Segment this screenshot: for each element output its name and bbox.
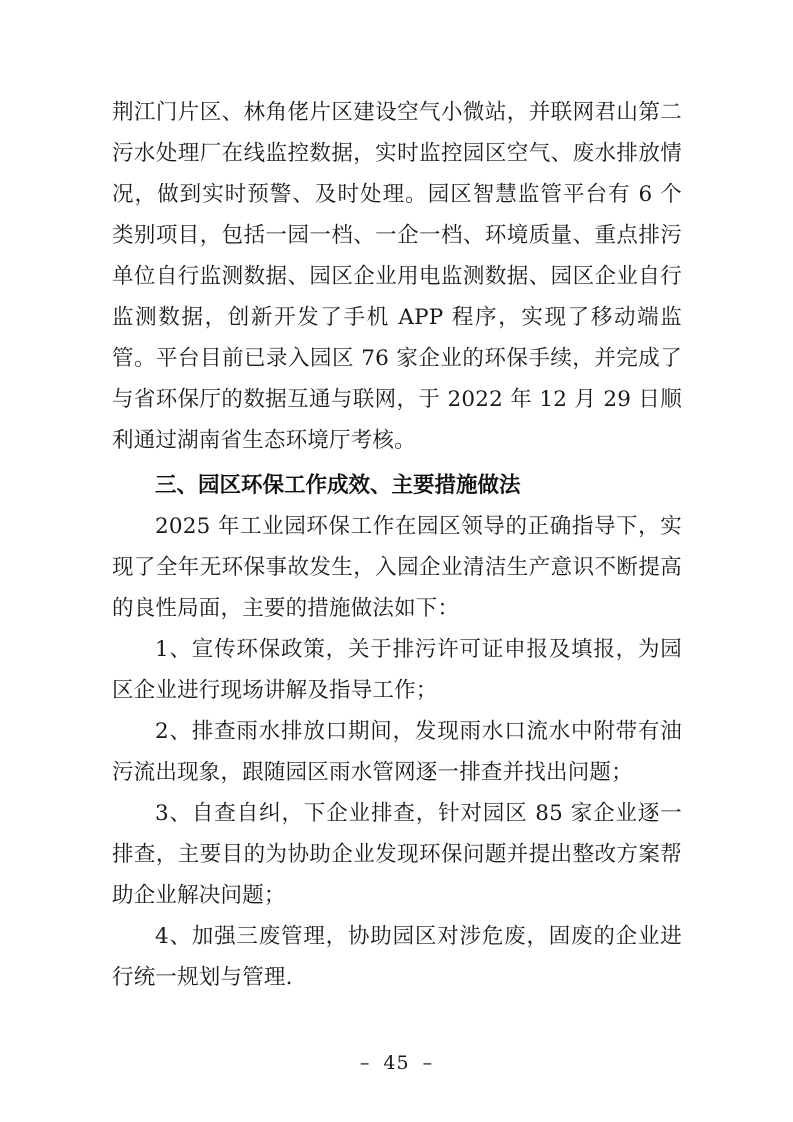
page-content <box>112 92 682 998</box>
paragraph-measure-4: 4、加强三废管理，协助园区对涉危废，固废的企业进行统一规划与管理. <box>112 924 682 990</box>
footer-dash-left: – <box>359 1052 371 1074</box>
paragraph-overview: 2025 年工业园环保工作在园区领导的正确指导下，实现了全年无环保事故发生，入园企业清洁生产意识不断提高的良性局面，主要的措施做法如下： <box>112 514 682 621</box>
page-number: 45 <box>383 1052 410 1074</box>
page-footer <box>0 1052 793 1074</box>
paragraph-continued: 荆江门片区、林角佬片区建设空气小微站，并联网君山第二污水处理厂在线监控数据，实时监控园区空气、废水排放情况，做到实时预警、及时处理。园区智慧监管平台有 6 个类别项目，包括一园一档、一企一档、环境质量、重点排污单位自行监测数据、园区企业用电监测数据、园区企业自行监测数据，创新开发了手机 APP 程序，实现了移动端监管。平台目前已录入园区 76 家企业的环保手续，并完成了与省环保厅的数据互通与联网，于 2022 年 12 月 29 日顺利通过湖南省生态环境厅考核。 <box>112 100 682 453</box>
paragraph-measure-2: 2、排查雨水排放口期间，发现雨水口流水中附带有油污流出现象，跟随园区雨水管网逐一排查并找出问题； <box>112 719 682 785</box>
section-heading: 三、园区环保工作成效、主要措施做法 <box>155 473 521 498</box>
paragraph-measure-3: 3、自查自纠，下企业排查，针对园区 85 家企业逐一排查，主要目的为协助企业发现环保问题并提出整改方案帮助企业解决问题； <box>112 801 682 908</box>
footer-dash-right: – <box>422 1052 434 1074</box>
paragraph-measure-1: 1、宣传环保政策，关于排污许可证申报及填报，为园区企业进行现场讲解及指导工作； <box>112 637 682 703</box>
